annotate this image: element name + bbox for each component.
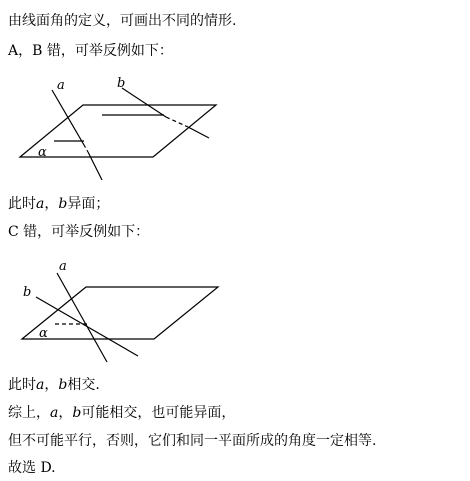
text-sep: ，: [44, 196, 59, 212]
text-line-6: [8, 404, 235, 422]
label-alpha: α: [39, 326, 48, 341]
line-b: [36, 297, 138, 356]
var-b: b: [58, 196, 68, 212]
text-prefix: 综上，: [8, 405, 50, 421]
text-suffix: 异面；: [67, 196, 110, 212]
text-line-5: [8, 376, 100, 394]
line-a-lower: [88, 152, 102, 180]
text-sep: ，: [44, 377, 59, 393]
figure-intersecting-lines: [0, 255, 470, 375]
text-line-8: 故选 D.: [8, 460, 56, 476]
text-line-3: [8, 195, 109, 213]
text-line-2: A，B 错，可举反例如下：: [8, 43, 173, 59]
text-sep: ，: [58, 405, 73, 421]
text-line-1: 由线面角的定义，可画出不同的情形.: [8, 13, 237, 29]
label-alpha: α: [38, 145, 47, 160]
text-line-4: C 错，可举反例如下：: [8, 224, 150, 240]
plane-alpha: [20, 105, 216, 157]
line-b-outer: [188, 127, 209, 138]
label-b: b: [117, 76, 126, 91]
label-b: b: [23, 285, 32, 300]
text-suffix: 相交.: [67, 377, 100, 393]
text-prefix: 此时: [8, 377, 36, 393]
line-a-hidden: [84, 145, 88, 152]
label-a: a: [57, 78, 65, 93]
figure-skew-lines: [0, 70, 470, 200]
plane-alpha: [22, 287, 218, 339]
text-suffix: 可能相交，也可能异面，: [81, 405, 236, 421]
line-b-solid: [122, 88, 166, 117]
var-a: a: [36, 196, 45, 212]
line-b-hidden: [166, 117, 188, 127]
var-b: b: [72, 405, 82, 421]
var-b: b: [58, 377, 68, 393]
text-line-7: 但不可能平行，否则，它们和同一平面所成的角度一定相等.: [8, 433, 377, 449]
label-a: a: [59, 259, 67, 274]
line-a-upper: [52, 90, 84, 145]
text-prefix: 此时: [8, 196, 36, 212]
line-a: [57, 273, 107, 362]
var-a: a: [36, 377, 45, 393]
var-a: a: [50, 405, 59, 421]
